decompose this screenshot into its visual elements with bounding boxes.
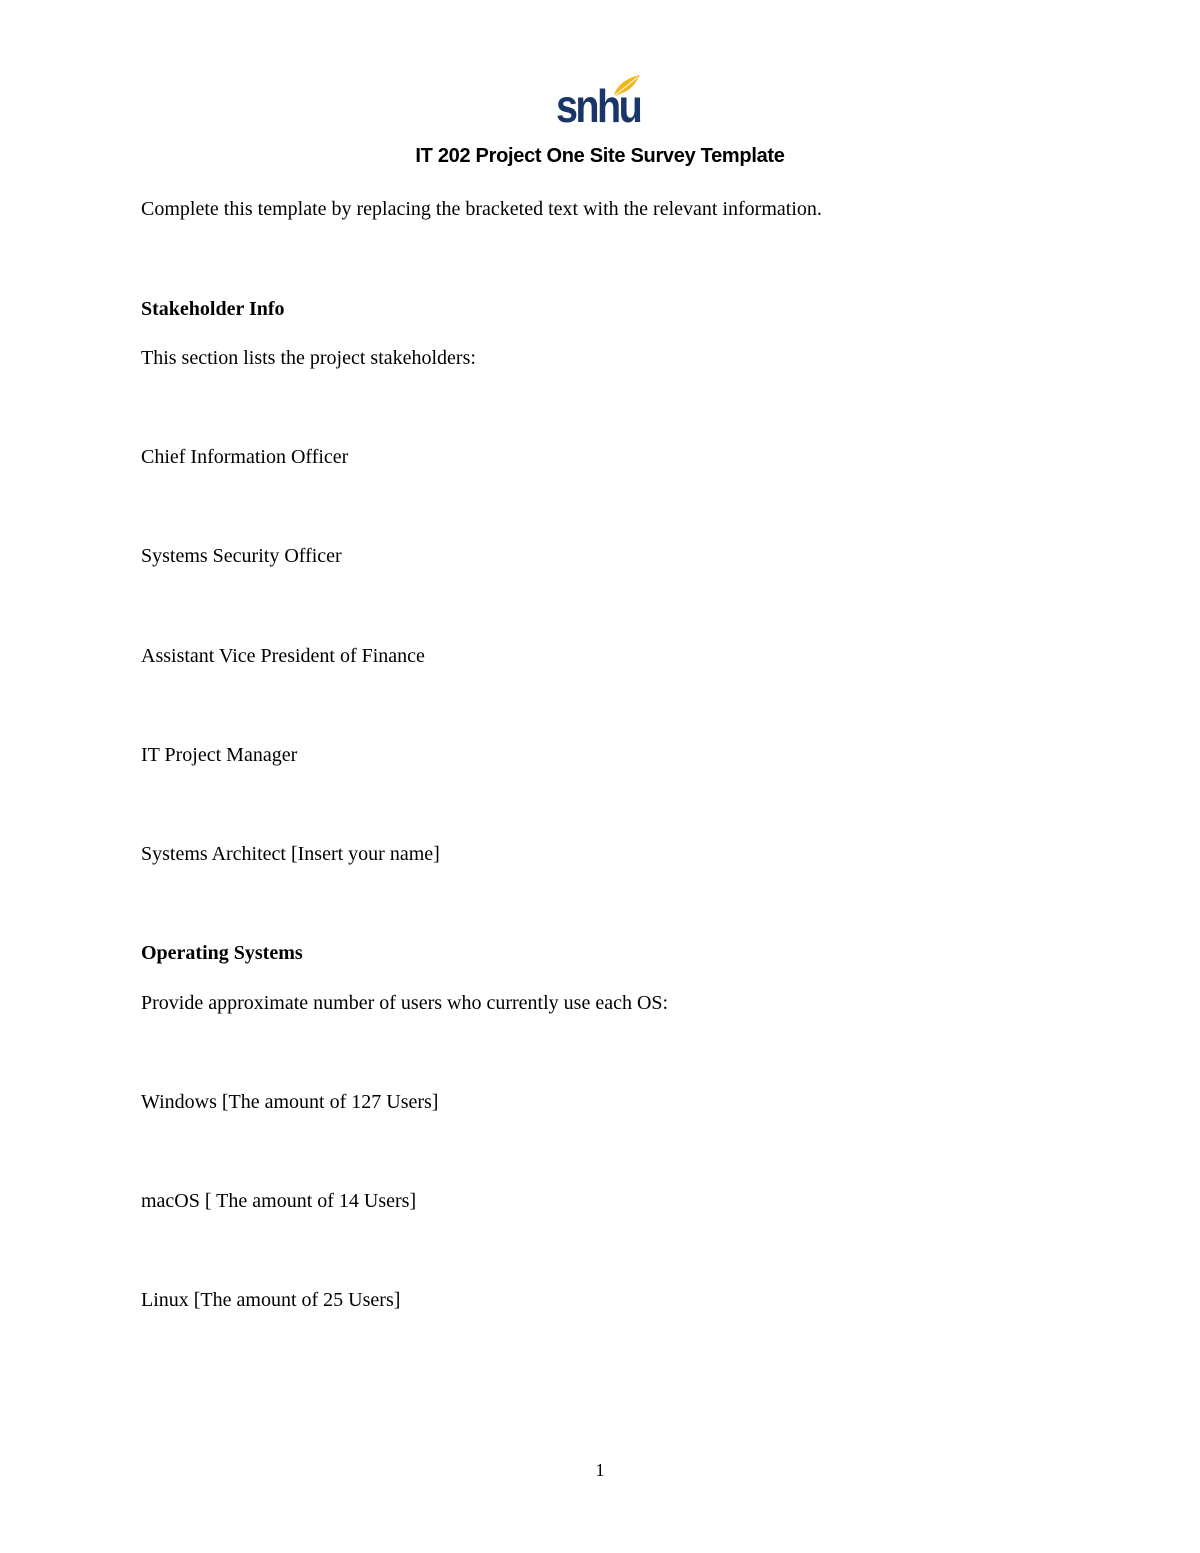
page-title: IT 202 Project One Site Survey Template — [415, 145, 785, 167]
stakeholder-item: Assistant Vice President of Finance — [141, 645, 425, 667]
operating-systems-intro: Provide approximate number of users who currently use each OS: — [141, 992, 669, 1014]
stakeholder-item: Systems Architect [Insert your name] — [141, 843, 440, 865]
stakeholder-item: Systems Security Officer — [141, 545, 342, 567]
operating-systems-heading: Operating Systems — [141, 942, 303, 964]
os-item-linux: Linux [The amount of 25 Users] — [141, 1289, 401, 1311]
page-number: 1 — [595, 1460, 605, 1480]
stakeholder-intro: This section lists the project stakeholders: — [141, 347, 476, 369]
stakeholder-item: Chief Information Officer — [141, 446, 349, 468]
os-item-macos: macOS [ The amount of 14 Users] — [141, 1190, 417, 1212]
os-item-windows: Windows [The amount of 127 Users] — [141, 1091, 439, 1113]
stakeholder-heading: Stakeholder Info — [141, 298, 285, 320]
stakeholder-item: IT Project Manager — [141, 744, 298, 766]
snhu-logo — [556, 72, 646, 134]
instructions-text: Complete this template by replacing the bracketed text with the relevant information. — [141, 198, 822, 220]
logo-text: snhu — [556, 80, 641, 132]
